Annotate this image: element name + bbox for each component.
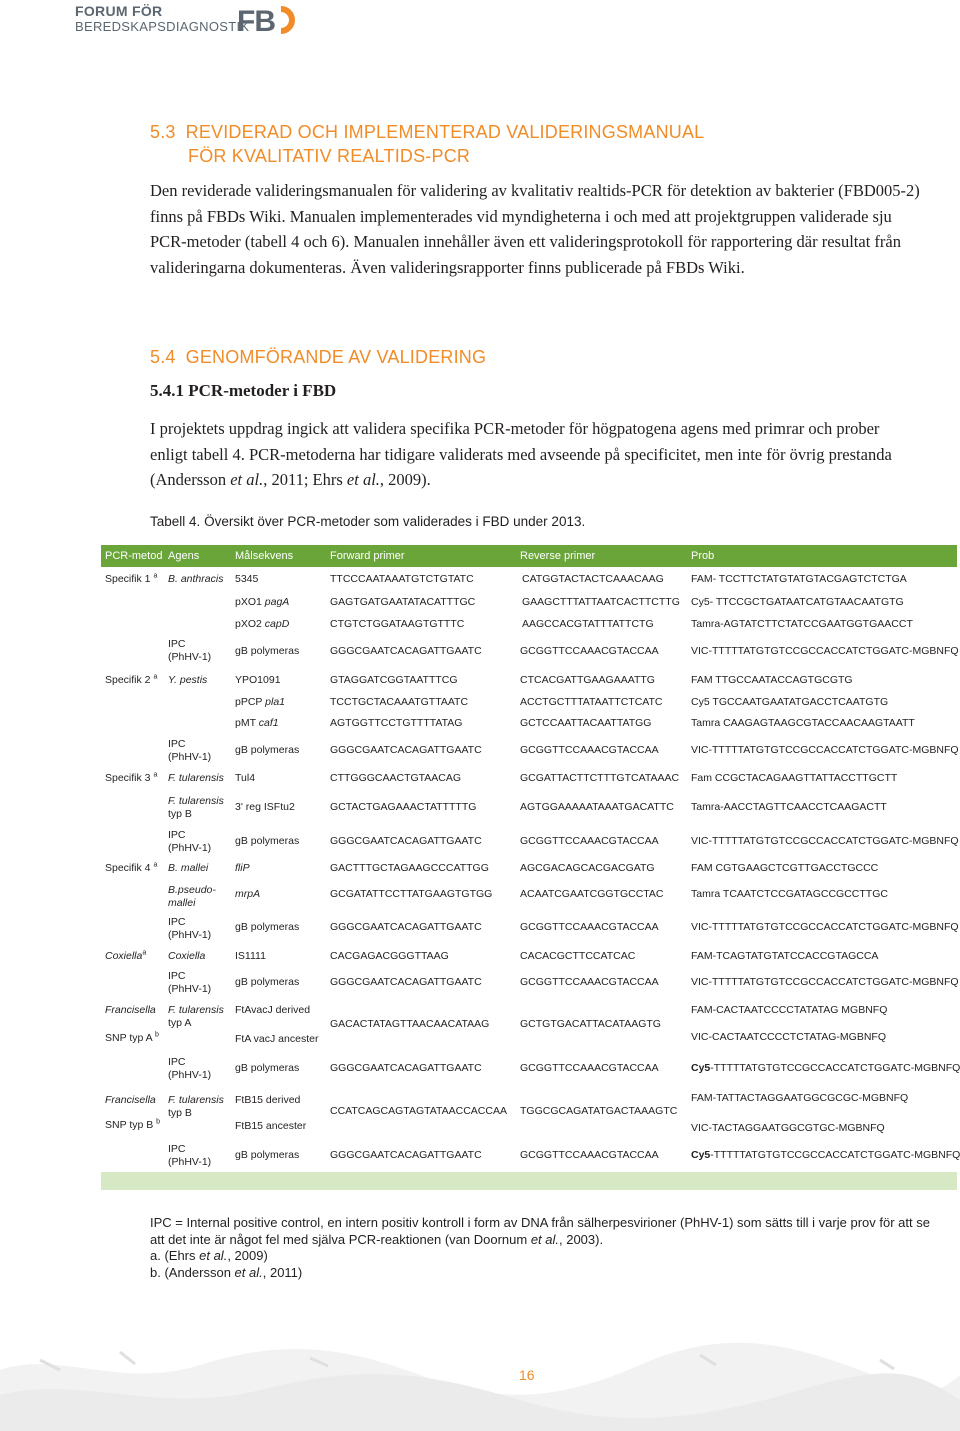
org-name-line1: FORUM FÖR: [75, 3, 163, 19]
agens-cell: IPC (PhHV-1): [168, 1056, 212, 1081]
agens-cell: F. tularensis typ B: [168, 1094, 224, 1119]
agens-cell: IPC (PhHV-1): [168, 738, 212, 763]
probe-cell: FAM-TCAGTATGTATCCACCGTAGCCA: [691, 950, 879, 962]
agens-cell: IPC (PhHV-1): [168, 638, 212, 663]
fbd-logo: [237, 4, 299, 36]
reverse-primer-cell: ACAATCGAATCGGTGCCTAC: [520, 888, 664, 900]
table-caption: [150, 514, 585, 529]
probe-cell: FAM- TCCTTCTATGTATGTACGAGTCTCTGA: [691, 573, 907, 585]
reverse-primer-cell: GCTCCAATTACAATTATGG: [520, 717, 652, 729]
reverse-primer-cell: TGGCGCAGATATGACTAAAGTC: [520, 1105, 678, 1117]
reverse-primer-cell: CACACGCTTCCATCAC: [520, 950, 636, 962]
section-5-4-1-number: 5.4.1: [150, 381, 184, 400]
target-cell: IS1111: [235, 950, 266, 962]
table-footnotes: [150, 1215, 940, 1281]
et-al: et al.: [346, 470, 380, 489]
table-bottom-band: [101, 1172, 957, 1190]
probe-cell: VIC-TTTTTATGTGTCCGCCACCATCTGGATC-MGBNFQ: [691, 645, 959, 657]
group-label: Specifik 2 $^a$: [105, 673, 158, 686]
reverse-primer-cell: GCTGTGACATTACATAAGTG: [520, 1018, 661, 1030]
probe-cell: Tamra CAAGAGTAAGCGTACCAACAAGTAATT: [691, 717, 915, 729]
target-cell: mrpA: [235, 888, 261, 900]
footnote-b: b. (Andersson et al., 2011): [150, 1264, 303, 1280]
probe-cell: Tamra-AACCTAGTTCAACCTCAAGACTT: [691, 801, 887, 813]
probe-cell: Cy5 TGCCAATGAATATGACCTCAATGTG: [691, 696, 889, 708]
agens-cell: IPC (PhHV-1): [168, 916, 212, 941]
probe-cell: VIC-CACTAATCCCCTCTATAG-MGBNFQ: [691, 1031, 887, 1043]
col-header-forward-primer: Forward primer: [330, 550, 405, 562]
col-header-pcr-method: PCR-metod: [105, 550, 163, 562]
forward-primer-cell: GACACTATAGTTAACAACATAAG: [330, 1018, 490, 1030]
forward-primer-cell: CACGAGACGGGTTAAG: [330, 950, 449, 962]
target-cell: gB polymeras: [235, 921, 300, 933]
forward-primer-cell: AGTGGTTCCTGTTTTATAG: [330, 717, 463, 729]
target-cell: Tul4: [235, 772, 256, 784]
table-header-row: [101, 545, 957, 567]
paragraph-text: I projektets uppdrag ingick att validera specifika PCR-metoder för högpatogena agens med primrar och prober enligt tabell 4. PCR-metoderna har tidigare validerats med avseende på specificitet, men inte för övrig prestanda (Andersson: [150, 419, 892, 489]
target-cell: FtB15 ancester: [235, 1120, 307, 1132]
section-5-3-title-line2: FÖR KVALITATIV REALTIDS-PCR: [188, 146, 471, 166]
forward-primer-cell: GGGCGAATCACAGATTGAATC: [330, 1149, 482, 1161]
group-label: Specifik 1 $^a$: [105, 572, 158, 585]
forward-primer-cell: GAGTGATGAATATACATTTGC: [330, 596, 476, 608]
table-caption-label: Tabell 4.: [150, 514, 201, 529]
forward-primer-cell: GGGCGAATCACAGATTGAATC: [330, 744, 482, 756]
col-header-agens: Agens: [168, 550, 200, 562]
probe-cell: VIC-TTTTTATGTGTCCGCCACCATCTGGATC-MGBNFQ: [691, 976, 959, 988]
group-label: Francisella: [105, 1004, 156, 1016]
footnote-a: a. (Ehrs et al., 2009): [150, 1248, 268, 1263]
forward-primer-cell: GGGCGAATCACAGATTGAATC: [330, 645, 482, 657]
probe-cell: VIC-TTTTTATGTGTCCGCCACCATCTGGATC-MGBNFQ: [691, 921, 959, 933]
col-header-target: Målsekvens: [235, 550, 294, 562]
group-label: Specifik 3 $^a$: [105, 771, 158, 784]
target-cell: gB polymeras: [235, 1149, 300, 1161]
probe-cell: FAM-CACTAATCCCCTATATAG MGBNFQ: [691, 1004, 888, 1016]
probe-cell: Cy5- TTCCGCTGATAATCATGTAACAATGTG: [691, 596, 904, 608]
probe-cell: FAM-TATTACTAGGAATGGCGCGC-MGBNFQ: [691, 1092, 909, 1104]
forward-primer-cell: TTCCCAATAAATGTCTGTATC: [330, 573, 474, 585]
reverse-primer-cell: CTCACGATTGAAGAAATTG: [520, 674, 655, 686]
target-cell: pMT caf1: [235, 717, 279, 729]
reverse-primer-cell: GCGGTTCCAAACGTACCAA: [520, 645, 659, 657]
group-label: Francisella: [105, 1094, 156, 1106]
reverse-primer-cell: CATGGTACTACTCAAACAAG: [522, 573, 664, 585]
reverse-primer-cell: GCGGTTCCAAACGTACCAA: [520, 744, 659, 756]
forward-primer-cell: GGGCGAATCACAGATTGAATC: [330, 1062, 482, 1074]
section-5-4-number: 5.4: [150, 347, 176, 367]
forward-primer-cell: GTAGGATCGGTAATTTCG: [330, 674, 458, 686]
et-al: et al.: [230, 470, 264, 489]
group-label: Coxiella$^a$: [105, 949, 147, 962]
paragraph-text: , 2009).: [379, 470, 431, 489]
probe-cell: Fam CCGCTACAGAAGTTATTACCTTGCTT: [691, 772, 898, 784]
probe-cell: VIC-TTTTTATGTGTCCGCCACCATCTGGATC-MGBNFQ: [691, 744, 959, 756]
section-5-4-title: GENOMFÖRANDE AV VALIDERING: [185, 347, 487, 367]
col-header-reverse-primer: Reverse primer: [520, 550, 596, 562]
group-label: SNP typ B $^b$: [105, 1118, 161, 1131]
agens-cell: B. mallei: [168, 862, 209, 874]
probe-cell: Tamra-AGTATCTTCTATCCGAATGGTGAACCT: [691, 618, 913, 630]
decorative-footer-pattern: [0, 1330, 960, 1431]
reverse-primer-cell: GCGGTTCCAAACGTACCAA: [520, 1149, 659, 1161]
target-cell: pXO2 capD: [235, 618, 290, 630]
target-cell: FtB15 derived: [235, 1094, 301, 1106]
agens-cell: Coxiella: [168, 950, 206, 962]
forward-primer-cell: CTTGGGCAACTGTAACAG: [330, 772, 462, 784]
target-cell: gB polymeras: [235, 835, 300, 847]
probe-cell: VIC-TTTTTATGTGTCCGCCACCATCTGGATC-MGBNFQ: [691, 835, 959, 847]
table-caption-text: Översikt över PCR-metoder som validerades i FBD under 2013.: [204, 514, 586, 529]
section-5-4-1-heading: [150, 381, 336, 401]
agens-cell: B. anthracis: [168, 573, 224, 585]
footnote-ipc: IPC = Internal positive control, en intern positiv kontroll i form av DNA från sälherpesvirioner (PhHV-1) som sätts till i varje prov för att se att det inte är något fel med själva PCR-reaktionen (van Doornum et al., 2003).: [150, 1215, 930, 1247]
section-5-4-1-paragraph: [150, 416, 920, 493]
forward-primer-cell: GCGATATTCCTTATGAAGTGTGG: [330, 888, 493, 900]
target-cell: FtA vacJ ancester: [235, 1033, 319, 1045]
target-cell: pPCP pla1: [235, 696, 286, 708]
target-cell: gB polymeras: [235, 744, 300, 756]
col-header-probe: Prob: [691, 550, 715, 562]
paragraph-text: , 2011; Ehrs: [263, 470, 347, 489]
agens-cell: F. tularensis typ A: [168, 1004, 224, 1029]
reverse-primer-cell: GCGATTACTTCTTTGTCATAAAC: [520, 772, 680, 784]
reverse-primer-cell: AGTGGAAAAATAAATGACATTC: [520, 801, 674, 813]
org-name: [75, 4, 249, 34]
target-cell: 5345: [235, 573, 259, 585]
reverse-primer-cell: GCGGTTCCAAACGTACCAA: [520, 1062, 659, 1074]
reverse-primer-cell: GCGGTTCCAAACGTACCAA: [520, 921, 659, 933]
section-5-4-1-title: PCR-metoder i FBD: [188, 381, 337, 400]
page-number: 16: [519, 1367, 535, 1383]
probe-cell: Cy5-TTTTTATGTGTCCGCCACCATCTGGATC-MGBNFQ: [691, 1149, 960, 1161]
agens-cell: IPC (PhHV-1): [168, 970, 212, 995]
forward-primer-cell: GGGCGAATCACAGATTGAATC: [330, 835, 482, 847]
group-label: SNP typ A $^b$: [105, 1031, 159, 1044]
section-5-3-paragraph: Den reviderade valideringsmanualen för validering av kvalitativ realtids-PCR för detektion av bakterier (FBD005-2) finns på FBDs Wiki. Manualen implementerades vid myndigheterna i och med att projektgruppen validerade sju PCR-metoder (tabell 4 och 6). Manualen innehåller även ett valideringsprotokoll för rapportering där resultat från valideringarna dokumenteras. Även valideringsrapporter finns publicerade på FBDs Wiki.: [150, 181, 920, 277]
forward-primer-cell: GCTACTGAGAAACTATTTTTG: [330, 801, 477, 813]
reverse-primer-cell: ACCTGCTTTATAATTCTCATC: [520, 696, 663, 708]
agens-cell: F. tularensis typ B: [168, 795, 224, 820]
reverse-primer-cell: AGCGACAGCACGACGATG: [520, 862, 655, 874]
probe-cell: Cy5-TTTTTATGTGTCCGCCACCATCTGGATC-MGBNFQ: [691, 1062, 960, 1074]
reverse-primer-cell: GCGGTTCCAAACGTACCAA: [520, 976, 659, 988]
pcr-methods-table: [101, 545, 960, 1190]
probe-cell: Tamra TCAATCTCCGATAGCCGCCTTGC: [691, 888, 888, 900]
target-cell: YPO1091: [235, 674, 281, 686]
target-cell: FtAvacJ derived: [235, 1004, 311, 1016]
svg-text:FB: FB: [237, 5, 275, 36]
section-5-4-heading: [150, 345, 486, 369]
target-cell: fliP: [235, 862, 250, 874]
probe-cell: FAM CGTGAAGCTCGTTGACCTGCCC: [691, 862, 879, 874]
reverse-primer-cell: GCGGTTCCAAACGTACCAA: [520, 835, 659, 847]
section-5-3-number: 5.3: [150, 122, 176, 142]
forward-primer-cell: CCATCAGCAGTAGTATAACCACCAA: [330, 1105, 507, 1117]
probe-cell: VIC-TACTAGGAATGGCGTGC-MGBNFQ: [691, 1122, 885, 1134]
section-5-3-heading: [150, 120, 704, 168]
agens-cell: F. tularensis: [168, 772, 224, 784]
target-cell: pXO1 pagA: [235, 596, 290, 608]
target-cell: gB polymeras: [235, 645, 300, 657]
forward-primer-cell: GGGCGAATCACAGATTGAATC: [330, 976, 482, 988]
agens-cell: IPC (PhHV-1): [168, 1143, 212, 1168]
forward-primer-cell: GGGCGAATCACAGATTGAATC: [330, 921, 482, 933]
forward-primer-cell: CTGTCTGGATAAGTGTTTC: [330, 618, 465, 630]
reverse-primer-cell: AAGCCACGTATTTATTCTG: [522, 618, 654, 630]
section-5-3-title-line1: REVIDERAD OCH IMPLEMENTERAD VALIDERINGSMANUAL: [185, 122, 705, 142]
group-label: Specifik 4 $^a$: [105, 861, 158, 874]
target-cell: gB polymeras: [235, 976, 300, 988]
target-cell: gB polymeras: [235, 1062, 300, 1074]
forward-primer-cell: GACTTTGCTAGAAGCCCATTGG: [330, 862, 489, 874]
probe-cell: FAM TTGCCAATACCAGTGCGTG: [691, 674, 853, 686]
agens-cell: B.pseudo- mallei: [168, 884, 216, 909]
agens-cell: Y. pestis: [168, 674, 208, 686]
agens-cell: IPC (PhHV-1): [168, 829, 212, 854]
org-name-line2: BEREDSKAPSDIAGNOSTIK: [75, 19, 250, 34]
target-cell: 3' reg ISFtu2: [235, 801, 295, 813]
reverse-primer-cell: GAAGCTTTATTAATCACTTCTTG: [522, 596, 680, 608]
forward-primer-cell: TCCTGCTACAAATGTTAATC: [330, 696, 469, 708]
